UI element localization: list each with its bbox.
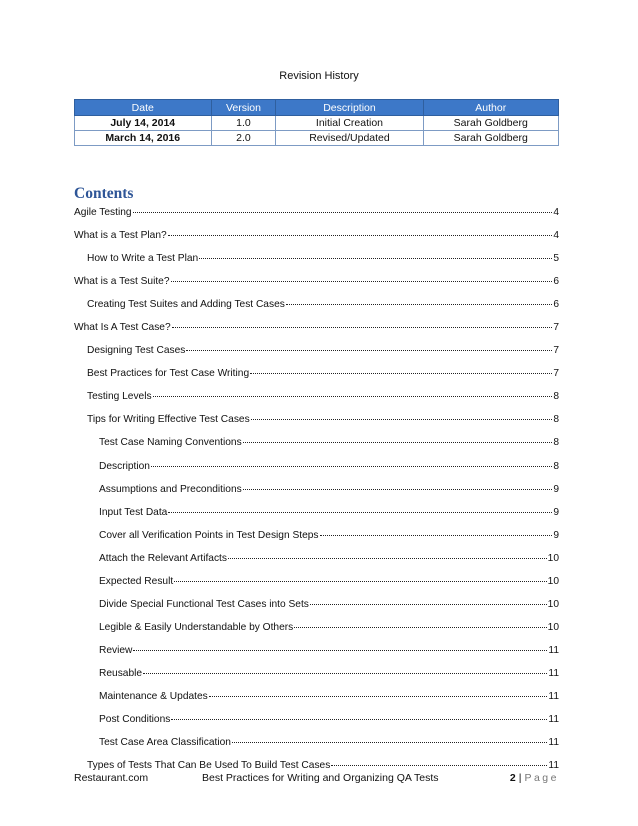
toc-entry[interactable] [74, 622, 559, 645]
toc-dot-leader [228, 558, 547, 559]
toc-dot-leader [251, 419, 553, 420]
footer-page-word: Page [524, 772, 559, 784]
toc-entry-page: 7 [553, 345, 559, 357]
table-of-contents [74, 207, 559, 783]
column-header-author: Author [423, 100, 559, 116]
table-row [75, 116, 559, 131]
toc-entry-page: 8 [553, 391, 559, 403]
footer-page-number: 2 [509, 772, 516, 784]
toc-dot-leader [310, 604, 547, 605]
footer-separator: | [518, 772, 522, 784]
toc-entry-title: Assumptions and Preconditions [99, 483, 242, 495]
toc-dot-leader [186, 350, 552, 351]
toc-entry-title: Cover all Verification Points in Test Design Steps [99, 529, 319, 541]
toc-entry[interactable] [74, 576, 559, 599]
toc-dot-leader [168, 235, 553, 236]
toc-entry[interactable] [74, 368, 559, 391]
toc-entry-title: Agile Testing [74, 207, 132, 218]
toc-entry-title: Attach the Relevant Artifacts [99, 552, 227, 564]
toc-entry-title: Test Case Area Classification [99, 737, 231, 749]
toc-entry-page: 4 [553, 207, 559, 218]
toc-entry-title: Post Conditions [99, 714, 171, 726]
toc-dot-leader [133, 650, 547, 651]
toc-dot-leader [133, 212, 553, 213]
toc-entry-page: 8 [553, 437, 559, 449]
revision-history-table [74, 99, 559, 146]
table-header-row [75, 100, 559, 116]
toc-entry[interactable] [74, 737, 559, 760]
toc-entry-page: 7 [553, 368, 559, 380]
toc-dot-leader [286, 304, 552, 305]
toc-dot-leader [320, 535, 553, 536]
toc-dot-leader [199, 258, 552, 259]
toc-entry-page: 10 [547, 552, 559, 564]
toc-entry-title: Testing Levels [87, 391, 152, 403]
toc-entry[interactable] [74, 691, 559, 714]
toc-entry[interactable] [74, 530, 559, 553]
toc-entry-title: What is a Test Plan? [74, 230, 167, 242]
toc-entry-page: 6 [553, 299, 559, 311]
toc-entry-page: 11 [548, 667, 559, 679]
footer-company: Restaurant.com [74, 772, 149, 784]
toc-entry-page: 6 [553, 276, 559, 288]
toc-entry-title: Types of Tests That Can Be Used To Build Test Cases [87, 760, 331, 772]
revision-version: 1.0 [211, 116, 276, 131]
toc-entry-title: Divide Special Functional Test Cases into Sets [99, 598, 309, 610]
toc-entry[interactable] [74, 230, 559, 253]
toc-dot-leader [171, 281, 553, 282]
revision-version: 2.0 [211, 131, 276, 146]
toc-entry-page: 11 [548, 760, 559, 772]
toc-entry[interactable] [74, 599, 559, 622]
toc-entry-page: 11 [548, 714, 559, 726]
revision-date: July 14, 2014 [75, 116, 212, 131]
toc-entry-title: Maintenance & Updates [99, 690, 208, 702]
toc-entry-title: What Is A Test Case? [74, 322, 171, 334]
toc-entry[interactable] [74, 391, 559, 414]
toc-dot-leader [232, 742, 547, 743]
toc-entry[interactable] [74, 553, 559, 576]
toc-entry[interactable] [74, 645, 559, 668]
toc-entry-page: 11 [548, 690, 559, 702]
toc-entry[interactable] [74, 668, 559, 691]
toc-entry-title: Creating Test Suites and Adding Test Cases [87, 299, 285, 311]
contents-heading: Contents [74, 185, 134, 202]
toc-entry-title: How to Write a Test Plan [87, 253, 199, 265]
toc-entry-title: What is a Test Suite? [74, 276, 170, 288]
toc-dot-leader [250, 373, 552, 374]
toc-entry[interactable] [74, 299, 559, 322]
toc-entry-title: Best Practices for Test Case Writing [87, 368, 250, 380]
column-header-date: Date [75, 100, 212, 116]
page-footer [74, 772, 559, 788]
footer-document-title: Best Practices for Writing and Organizing QA Tests [202, 772, 439, 784]
toc-entry[interactable] [74, 414, 559, 437]
toc-entry-page: 10 [547, 621, 559, 633]
toc-entry-page: 11 [548, 644, 559, 656]
toc-entry-title: Test Case Naming Conventions [99, 437, 242, 449]
toc-dot-leader [243, 489, 553, 490]
toc-dot-leader [153, 396, 553, 397]
toc-dot-leader [174, 581, 546, 582]
toc-entry[interactable] [74, 507, 559, 530]
toc-entry-page: 4 [553, 230, 559, 242]
toc-entry-page: 10 [547, 598, 559, 610]
toc-entry-page: 10 [547, 575, 559, 587]
revision-history-title: Revision History [279, 70, 359, 82]
revision-author: Sarah Goldberg [423, 131, 559, 146]
toc-entry[interactable] [74, 437, 559, 460]
toc-entry-title: Description [99, 460, 150, 472]
column-header-version: Version [211, 100, 276, 116]
toc-entry-title: Legible & Easily Understandable by Others [99, 621, 294, 633]
toc-entry-title: Input Test Data [99, 506, 168, 518]
toc-entry-page: 5 [553, 253, 559, 265]
toc-entry-title: Tips for Writing Effective Test Cases [87, 414, 250, 426]
revision-author: Sarah Goldberg [423, 116, 559, 131]
toc-dot-leader [171, 719, 547, 720]
revision-description: Revised/Updated [276, 131, 423, 146]
toc-entry[interactable] [74, 345, 559, 368]
toc-entry-page: 9 [553, 483, 559, 495]
toc-entry[interactable] [74, 276, 559, 299]
toc-entry[interactable] [74, 207, 559, 230]
toc-entry[interactable] [74, 322, 559, 345]
toc-entry[interactable] [74, 253, 559, 276]
toc-entry-page: 11 [548, 737, 559, 749]
column-header-description: Description [276, 100, 423, 116]
toc-entry-title: Designing Test Cases [87, 345, 186, 357]
toc-entry-page: 7 [553, 322, 559, 334]
table-row [75, 131, 559, 146]
toc-entry-title: Review [99, 644, 133, 656]
toc-entry-page: 9 [553, 529, 559, 541]
toc-dot-leader [243, 442, 553, 443]
toc-entry[interactable] [74, 461, 559, 484]
toc-dot-leader [143, 673, 547, 674]
toc-dot-leader [172, 327, 553, 328]
toc-dot-leader [151, 466, 552, 467]
revision-date: March 14, 2016 [75, 131, 212, 146]
footer-page-indicator [510, 772, 559, 784]
toc-entry-page: 8 [553, 460, 559, 472]
toc-entry-page: 9 [553, 506, 559, 518]
toc-entry[interactable] [74, 714, 559, 737]
toc-dot-leader [209, 696, 548, 697]
toc-entry-title: Expected Result [99, 575, 174, 587]
toc-dot-leader [331, 765, 547, 766]
revision-description: Initial Creation [276, 116, 423, 131]
toc-entry-page: 8 [553, 414, 559, 426]
toc-entry[interactable] [74, 484, 559, 507]
toc-dot-leader [294, 627, 546, 628]
toc-dot-leader [168, 512, 552, 513]
toc-entry-title: Reusable [99, 667, 143, 679]
